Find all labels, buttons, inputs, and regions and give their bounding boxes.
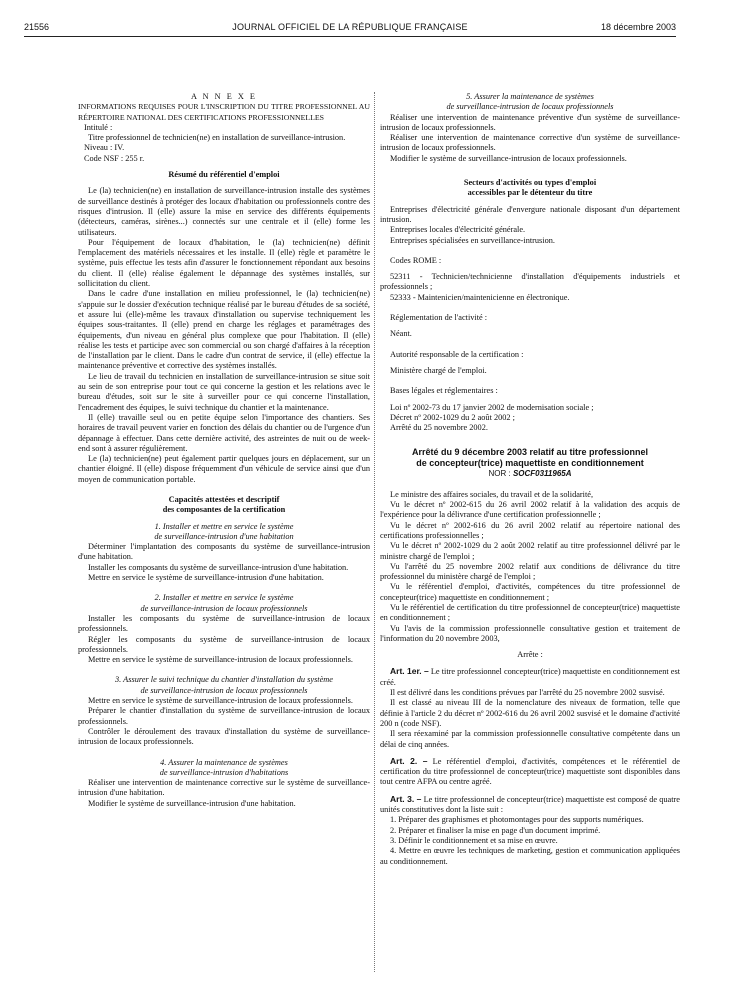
article-3 [380, 794, 680, 816]
article-label: Art. 3. – [390, 793, 422, 804]
list-item: 3. Définir le conditionnement et sa mise en œuvre. [390, 835, 558, 845]
section-title: 4. Assurer la maintenance de systèmes [160, 757, 288, 767]
article-text: Le titre professionnel concepteur(trice) maquettiste en conditionnement est créé. [380, 667, 680, 687]
nor-value: SOCF0311965A [512, 469, 572, 479]
annexe-intro: INFORMATIONS REQUISES POUR L'INSCRIPTION DU TITRE PROFESSIONNEL AU RÉPERTOIRE NATIONAL DES CERTIFICATIONS PROFESSIONNELLES [78, 102, 370, 122]
list-item: Installer les composants du système de surveillance-intrusion de locaux professionnels. [78, 613, 370, 634]
right-column [380, 92, 680, 867]
list-item: Loi nº 2002-73 du 17 janvier 2002 de modernisation sociale ; [390, 402, 594, 412]
section-title: 5. Assurer la maintenance de systèmes [466, 92, 594, 101]
section-title: 3. Assurer le suivi technique du chantier d'installation du système [115, 675, 333, 685]
list-item: Modifier le système de surveillance-intrusion de locaux professionnels. [390, 153, 627, 163]
visa: Le ministre des affaires sociales, du travail et de la solidarité, [390, 489, 594, 499]
code-nsf: Code NSF : 255 r. [84, 153, 145, 163]
column-divider [374, 92, 375, 972]
resume-paragraph: Pour l'équipement de locaux d'habitation, le (la) technicien(ne) définit l'emplacement des matériels nécessaires et les installe. Il (elle) règle et paramètre le système, puis effectue les tests afin d'assurer le fonctionnement répondant aux besoins du client. Il (elle) réalise également le dépannage des systèmes installés, sur sollicitation du client. [78, 237, 370, 289]
page-number: 21556 [24, 22, 50, 32]
resume-paragraph: Dans le cadre d'une installation en milieu professionnel, le (la) technicien(ne) s'appuie sur le dossier d'exécution technique réalisé par le bureau d'études de sa société, et assure lui (elle)-même les travaux d'installation ou supervise techniquement les équipes sous-traitantes. Il (elle) prend en charge les réglages et paramétrages des équipements, d'un niveau en général plus complexe que pour l'habitation. Il (elle) réalise les tests et participe avec son commercial ou son chargé d'affaires à la réception de l'installation par le client. Dans le cadre d'un contrat de service, il (elle) effectue la maintenance préventive et corrective des systèmes installés. [78, 289, 370, 371]
arrete-title: Arrêté du 9 décembre 2003 relatif au titre professionnel [411, 447, 649, 458]
list-item: Entreprises d'électricité générale d'envergure nationale disposant d'un département intrusion. [380, 204, 680, 224]
list-item: 52311 - Technicien/technicienne d'installation d'équipements industriels et professionnels ; [380, 272, 680, 292]
list-item: Régler les composants du système de surveillance-intrusion de locaux professionnels. [78, 634, 370, 654]
arrete-title: de concepteur(trice) maquettiste en conditionnement [416, 458, 644, 469]
visa: Vu le décret nº 2002-615 du 26 avril 2002 relatif à la validation des acquis de l'expérience pour la délivrance d'une certification professionnelle ; [380, 500, 680, 520]
visa: Vu l'avis de la commission professionnelle consultative gestion et traitement de l'information du 20 novembre 2003, [380, 623, 680, 643]
list-item: Préparer le chantier d'installation du système de surveillance-intrusion de locaux professionnels. [78, 706, 370, 726]
secteurs-heading: accessibles par le détenteur du titre [467, 188, 593, 198]
resume-paragraph: Le lieu de travail du technicien en installation de surveillance-intrusion se situe soit au sein de son entreprise pour tout ce qui concerne la gestion et les relations avec le bureau d'études, soit sur le site à surveiller pour ce qui concerne l'installation, l'encadrement des équipes, le suivi technique du chantier et la maintenance. [78, 371, 370, 412]
article-1 [380, 666, 680, 688]
resume-paragraph: Le (la) technicien(ne) peut également partir quelques jours en déplacement, sur un chantier éloigné. Il (elle) dispose fréquemment d'un véhicule de service ainsi que d'un moyen de communication portable. [78, 454, 370, 484]
codes-rome-label: Codes ROME : [390, 255, 442, 265]
list-item: Installer les composants du système de surveillance-intrusion d'une habitation. [88, 562, 349, 572]
niveau: Niveau : IV. [84, 143, 125, 153]
section-title: de surveillance-intrusion de locaux professionnels [140, 603, 308, 613]
resume-paragraph: Le (la) technicien(ne) en installation de surveillance-intrusion installe des systèmes de surveillance destinés à protéger des locaux d'habitation ou professionnels contre des risques d'intrusion. Il (elle) assure la mise en service des différents équipements (détecteurs, caméras, sirènes...) connectés sur une centrale et il (elle) forme les utilisateurs. [78, 186, 370, 237]
issue-date: 18 décembre 2003 [600, 22, 676, 32]
list-item: Réaliser une intervention de maintenance corrective sur le système de surveillance-intrusion d'une habitation. [78, 778, 370, 798]
list-item: Décret nº 2002-1029 du 2 août 2002 ; [390, 412, 515, 422]
capacites-heading: des composantes de la certification [162, 505, 286, 515]
capacites-heading: Capacités attestées et descriptif [168, 494, 280, 504]
secteurs-heading: Secteurs d'activités ou types d'emploi [463, 178, 597, 188]
section-title: de surveillance-intrusion de locaux professionnels [140, 685, 308, 695]
bases-label: Bases légales et réglementaires : [390, 386, 498, 396]
reglementation-value: Néant. [390, 329, 412, 339]
nor-label: NOR : [488, 469, 513, 479]
nor-reference [380, 469, 680, 479]
list-item: 2. Préparer et finaliser la mise en page d'un document imprimé. [390, 825, 601, 835]
visa: Vu le décret nº 2002-1029 du 2 août 2002 relatif au titre professionnel délivré par le ministre chargé de l'emploi ; [380, 541, 680, 561]
list-item: Arrêté du 25 novembre 2002. [390, 423, 488, 433]
header-rule [24, 36, 676, 37]
list-item: Mettre en service le système de surveillance-intrusion de locaux professionnels. [88, 696, 353, 706]
article-label: Art. 1er. – [390, 666, 429, 677]
list-item: 1. Préparer des graphismes et photomontages pour des supports numériques. [390, 815, 644, 825]
visa: Vu le référentiel d'emploi, d'activités, compétences du titre professionnel de concepteur(trice) maquettiste en conditionnement ; [380, 582, 680, 602]
article-text: Le référentiel d'emploi, d'activités, compétences et le référentiel de certification du titre professionnel de concepteur(trice) maquettiste sont disponibles dans tout centre AFPA ou centre agréé. [380, 756, 680, 787]
list-item: Entreprises locales d'électricité générale. [390, 225, 526, 235]
list-item: Mettre en service le système de surveillance-intrusion de locaux professionnels. [88, 655, 353, 665]
autorite-label: Autorité responsable de la certification : [390, 349, 524, 359]
reglementation-label: Réglementation de l'activité : [390, 313, 488, 323]
section-title: de surveillance-intrusion de locaux professionnels [446, 102, 614, 112]
section-title: de surveillance-intrusion d'habitations [159, 767, 289, 777]
list-item: Déterminer l'implantation des composants du système de surveillance-intrusion d'une habitation. [78, 542, 370, 562]
arrete-word: Arrête : [517, 650, 543, 660]
visa: Vu le référentiel de certification du titre professionnel de concepteur(trice) maquettiste en conditionnement ; [380, 602, 680, 623]
resume-heading: Résumé du référentiel d'emploi [168, 170, 280, 180]
list-item: Il sera réexaminé par la commission professionnelle consultative compétente dans un délai de cinq années. [380, 729, 680, 749]
list-item: Il est classé au niveau III de la nomenclature des niveaux de formation, telle que définie à l'article 2 du décret nº 2002-616 du 26 avril 2002 susvisé et le domaine d'activité 200 n (code NSF). [380, 698, 680, 728]
article-2 [380, 756, 680, 788]
article-label: Art. 2. – [390, 755, 428, 766]
left-column [78, 92, 370, 809]
section-title: 2. Installer et mettre en service le système [154, 593, 294, 603]
visa: Vu le décret nº 2002-616 du 26 avril 2002 relatif au répertoire national des certifications professionnelles ; [380, 520, 680, 540]
list-item: Modifier le système de surveillance-intrusion d'une habitation. [88, 798, 296, 808]
list-item: Réaliser une intervention de maintenance préventive d'un système de surveillance-intrusion de locaux professionnels. [380, 112, 680, 132]
list-item: Mettre en service le système de surveillance-intrusion d'une habitation. [88, 573, 324, 583]
list-item: Entreprises spécialisées en surveillance-intrusion. [390, 235, 555, 245]
intitule-label: Intitulé : [84, 122, 113, 132]
list-item: 4. Mettre en œuvre les techniques de marketing, gestion et communication appliquées au conditionnement. [380, 846, 680, 866]
list-item: Contrôler le déroulement des travaux d'installation du système de surveillance-intrusion de locaux professionnels. [78, 726, 370, 747]
autorite-value: Ministère chargé de l'emploi. [390, 365, 487, 375]
article-text: Le titre professionnel de concepteur(trice) maquettiste est composé de quatre unités constitutives dont la liste suit : [380, 794, 680, 815]
resume-paragraph: Il (elle) travaille seul ou en petite équipe selon l'importance des chantiers. Ses horaires de travail peuvent varier en fonction des délais du chantier ou de l'urgence d'un dépannage à effectuer. Dans cette dernière activité, des astreintes de nuit ou de week-end sont à assurer régulièrement. [78, 412, 370, 453]
annexe-heading: A N N E X E [190, 92, 258, 101]
list-item: 52333 - Maintenicien/maintenicienne en électronique. [390, 292, 570, 302]
section-title: 1. Installer et mettre en service le système [154, 521, 294, 531]
list-item: Réaliser une intervention de maintenance corrective d'un système de surveillance-intrusion de locaux professionnels. [380, 133, 680, 153]
intitule-value: Titre professionnel de technicien(ne) en installation de surveillance-intrusion. [88, 133, 346, 143]
section-title: de surveillance-intrusion d'une habitation [154, 531, 294, 541]
journal-title: JOURNAL OFFICIEL DE LA RÉPUBLIQUE FRANÇAISE [232, 22, 468, 32]
list-item: Il est délivré dans les conditions prévues par l'arrêté du 25 novembre 2002 susvisé. [390, 688, 665, 698]
page-header [24, 22, 676, 36]
visa: Vu l'arrêté du 25 novembre 2002 relatif aux conditions de délivrance du titre professionnel du ministère chargé de l'emploi ; [380, 561, 680, 582]
